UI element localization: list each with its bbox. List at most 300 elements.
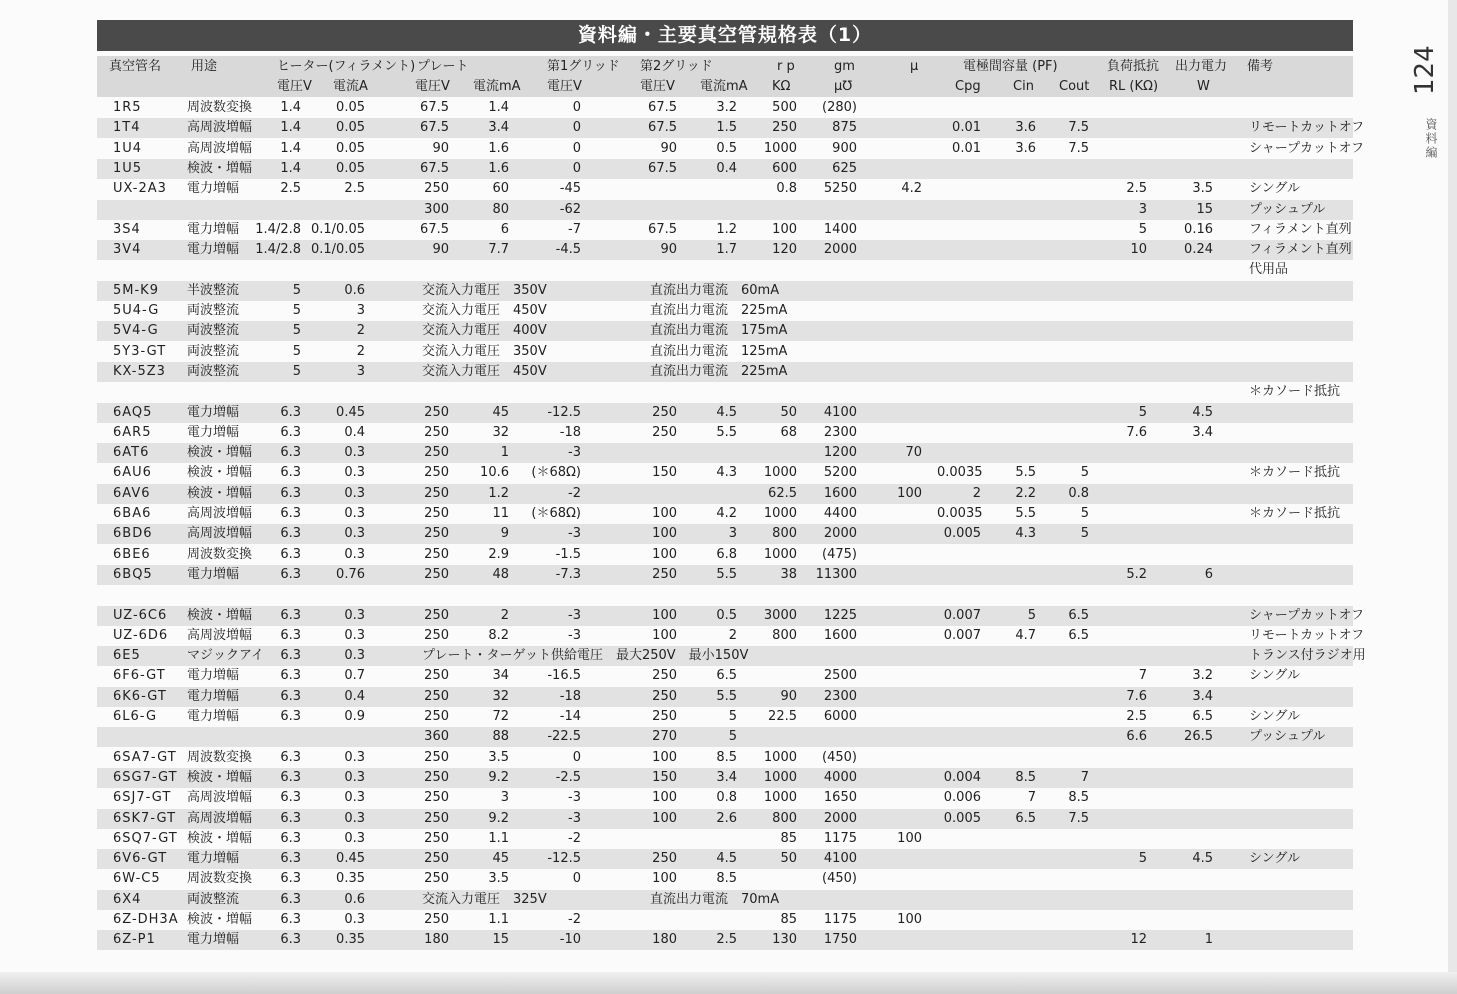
cell-name: 6Z-P1 xyxy=(113,932,156,948)
cell-pv: 250 xyxy=(424,607,449,623)
cell-g2a: 3.2 xyxy=(716,100,737,115)
cell-pa: 1.1 xyxy=(488,912,509,927)
cell-g2v: 250 xyxy=(652,709,677,724)
cell-hv: 1.4 xyxy=(280,120,301,136)
header-mu: μ xyxy=(910,59,919,74)
cell-dc: 直流出力電流 125mA xyxy=(650,343,788,359)
cell-pa: 10.6 xyxy=(480,465,509,481)
cell-rl: 7.6 xyxy=(1126,688,1147,704)
cell-ha: 0.9 xyxy=(344,709,365,724)
cell-g2v: 250 xyxy=(652,424,677,440)
cell-pv: 360 xyxy=(424,729,449,745)
cell-pa: 1.1 xyxy=(488,830,509,846)
cell-cpg: 0.005 xyxy=(943,810,981,826)
cell-use: 電力増幅 xyxy=(187,851,240,867)
cell-rl: 10 xyxy=(1130,242,1147,258)
cell-rl: 6.6 xyxy=(1126,729,1147,745)
cell-ha: 0.3 xyxy=(344,627,365,643)
cell-pa: 1.2 xyxy=(488,485,509,501)
table-row xyxy=(97,342,1353,362)
cell-g1: -3 xyxy=(568,526,581,542)
cell-pv: 250 xyxy=(424,404,449,420)
header-load: 負荷抵抗 xyxy=(1107,59,1160,74)
cell-gm: (475) xyxy=(822,546,857,562)
cell-g2a: 4.5 xyxy=(716,851,737,867)
cell-name: 6AR5 xyxy=(113,424,152,440)
cell-gm: 1200 xyxy=(823,445,857,461)
cell-g1: 0 xyxy=(572,871,581,887)
cell-g2a: 1.2 xyxy=(716,221,737,237)
cell-name: 5M-K9 xyxy=(113,282,159,298)
cell-hv: 6.3 xyxy=(280,526,301,542)
cell-g1: -2.5 xyxy=(555,769,581,785)
cell-g2v: 67.5 xyxy=(648,120,677,136)
cell-pa: 60 xyxy=(492,181,509,197)
cell-g1: -12.5 xyxy=(547,851,581,867)
cell-rp: 800 xyxy=(772,627,797,643)
cell-g1: 0 xyxy=(572,120,581,136)
cell-note: ＊カソード抵抗 xyxy=(1249,384,1341,400)
cell-rp: 1000 xyxy=(763,140,797,156)
header-cin: Cin xyxy=(1013,79,1034,94)
cell-rp: 500 xyxy=(772,100,797,115)
cell-pv: 67.5 xyxy=(420,160,449,176)
cell-ha: 2.5 xyxy=(344,181,365,197)
cell-pa: 88 xyxy=(492,729,509,745)
cell-name: 6V6-GT xyxy=(113,851,168,867)
cell-note: プッシュプル xyxy=(1249,201,1326,217)
cell-pv: 250 xyxy=(424,769,449,785)
cell-cin: 5 xyxy=(1027,607,1036,623)
cell-name: 6E5 xyxy=(113,648,141,664)
cell-g2v: 67.5 xyxy=(648,221,677,237)
cell-pa: 7.7 xyxy=(488,242,509,258)
cell-g2a: 6.8 xyxy=(716,546,737,562)
cell-use: 半波整流 xyxy=(187,282,240,298)
cell-note: フィラメント直列 xyxy=(1249,242,1352,258)
cell-gm: 4400 xyxy=(823,506,857,521)
cell-ha: 0.3 xyxy=(344,526,365,542)
header-cap: 電極間容量 (PF) xyxy=(963,59,1058,74)
cell-cin: 6.5 xyxy=(1015,810,1036,826)
cell-rp: 1000 xyxy=(763,465,797,481)
cell-g1: -7 xyxy=(568,221,581,237)
header-g2-ma: 電流mA xyxy=(700,79,748,94)
cell-w: 3.5 xyxy=(1192,181,1213,197)
cell-g2v: 180 xyxy=(652,932,677,948)
cell-g1: 0 xyxy=(572,160,581,176)
cell-gm: 4100 xyxy=(823,851,857,867)
cell-w: 3.4 xyxy=(1192,424,1213,440)
cell-ha: 0.3 xyxy=(344,810,365,826)
cell-name: 6W-C5 xyxy=(113,871,161,887)
cell-ac: 交流入力電圧 350V xyxy=(422,343,547,359)
cell-use: 高周波増幅 xyxy=(187,120,253,136)
table-row xyxy=(97,910,1353,930)
cell-g2a: 0.8 xyxy=(716,790,737,806)
cell-hv: 6.3 xyxy=(280,404,301,420)
cell-g2a: 5.5 xyxy=(716,424,737,440)
cell-g1: -18 xyxy=(559,424,581,440)
cell-name: 3S4 xyxy=(113,221,141,237)
cell-g2a: 0.4 xyxy=(716,160,737,176)
cell-cpg: 0.004 xyxy=(943,769,981,785)
cell-use: 両波整流 xyxy=(187,343,240,359)
table-row xyxy=(97,869,1353,889)
header-w: W xyxy=(1197,79,1210,94)
cell-pv: 250 xyxy=(424,465,449,481)
cell-use: 高周波増幅 xyxy=(187,526,253,542)
cell-name: 6BD6 xyxy=(113,526,153,542)
cell-pv: 180 xyxy=(424,932,449,948)
cell-ha: 0.3 xyxy=(344,506,365,521)
cell-name: 6SG7-GT xyxy=(113,769,178,785)
table-row xyxy=(97,200,1353,220)
table-row xyxy=(97,606,1365,626)
cell-g2a: 2.6 xyxy=(716,810,737,826)
table-row xyxy=(97,463,1353,483)
header-note: 備考 xyxy=(1247,59,1274,74)
cell-gm: 4100 xyxy=(823,404,857,420)
table-row xyxy=(97,281,1353,301)
cell-hv: 6.3 xyxy=(280,851,301,867)
cell-pv: 300 xyxy=(424,201,449,217)
cell-ha: 2 xyxy=(356,323,365,339)
cell-gm: 2000 xyxy=(823,810,857,826)
cell-pa: 1.4 xyxy=(488,100,509,115)
cell-rl: 5 xyxy=(1138,851,1147,867)
cell-ha: 0.7 xyxy=(344,668,365,684)
section-side-label: 資料編 xyxy=(1424,118,1438,160)
header-heater-a: 電流A xyxy=(333,79,368,94)
cell-hv: 1.4 xyxy=(280,160,301,176)
cell-g1: -10 xyxy=(559,932,581,948)
table-row xyxy=(97,626,1365,646)
cell-gm: 900 xyxy=(832,140,857,156)
cell-dc: 直流出力電流 60mA xyxy=(650,282,780,298)
cell-pv: 250 xyxy=(424,668,449,684)
cell-pv: 250 xyxy=(424,688,449,704)
cell-cpg: 2 xyxy=(972,485,981,501)
cell-rp: 250 xyxy=(772,120,797,136)
page-title: 資料編・主要真空管規格表（1） xyxy=(97,20,1353,51)
cell-note: リモートカットオフ xyxy=(1249,120,1365,136)
cell-pv: 250 xyxy=(424,485,449,501)
cell-pv: 250 xyxy=(424,810,449,826)
cell-ac: 交流入力電圧 325V xyxy=(422,891,547,907)
cell-hv: 6.3 xyxy=(280,546,301,562)
cell-hv: 1.4 xyxy=(280,140,301,156)
cell-pv: 67.5 xyxy=(420,120,449,136)
table-row xyxy=(97,930,1353,950)
table-row xyxy=(97,890,1353,910)
cell-ha: 0.4 xyxy=(344,424,365,440)
cell-ha: 0.1/0.05 xyxy=(311,221,365,237)
cell-w: 3.2 xyxy=(1192,668,1213,684)
cell-g2v: 100 xyxy=(652,607,677,623)
cell-rl: 7.6 xyxy=(1126,424,1147,440)
cell-cout: 7.5 xyxy=(1068,810,1089,826)
cell-name: 6F6-GT xyxy=(113,668,166,684)
cell-hv: 6.3 xyxy=(280,465,301,481)
cell-rl: 5 xyxy=(1138,404,1147,420)
cell-ha: 0.3 xyxy=(344,485,365,501)
cell-ac: 交流入力電圧 400V xyxy=(422,323,547,339)
cell-g1: -7.3 xyxy=(555,566,581,582)
cell-hv: 5 xyxy=(292,303,301,318)
cell-pa: 6 xyxy=(500,221,509,237)
cell-name: UZ-6D6 xyxy=(113,627,169,643)
cell-w: 6.5 xyxy=(1192,709,1213,724)
cell-use: 電力増幅 xyxy=(187,709,240,724)
cell-w: 15 xyxy=(1196,201,1213,217)
cell-g1: -3 xyxy=(568,607,581,623)
cell-use: 検波・増幅 xyxy=(187,607,253,623)
cell-ha: 3 xyxy=(356,363,365,379)
cell-use: 周波数変換 xyxy=(187,871,253,887)
cell-name: 6BQ5 xyxy=(113,566,153,582)
cell-ha: 0.3 xyxy=(344,912,365,927)
cell-cout: 8.5 xyxy=(1068,790,1089,806)
cell-rp: 100 xyxy=(772,221,797,237)
cell-cpg: 0.0035 xyxy=(937,465,983,481)
cell-ha: 0.3 xyxy=(344,749,365,765)
cell-cpg: 0.007 xyxy=(943,607,981,623)
cell-g2v: 90 xyxy=(660,242,677,258)
header-rp-unit: KΩ xyxy=(772,79,791,94)
cell-name: 6Z-DH3A xyxy=(113,912,179,927)
table-row xyxy=(97,403,1353,423)
cell-g2a: 2 xyxy=(728,627,737,643)
cell-name: 6AQ5 xyxy=(113,404,153,420)
cell-pa: 8.2 xyxy=(488,627,509,643)
cell-ha: 0.6 xyxy=(344,282,365,298)
cell-gm: 1175 xyxy=(823,830,857,846)
cell-hv: 6.3 xyxy=(280,424,301,440)
cell-g2v: 250 xyxy=(652,688,677,704)
cell-g1: (＊68Ω) xyxy=(531,465,581,481)
cell-g2v: 100 xyxy=(652,506,677,521)
cell-pv: 250 xyxy=(424,566,449,582)
cell-use: 周波数変換 xyxy=(187,546,253,562)
cell-mu: 4.2 xyxy=(901,181,922,197)
cell-name: 6SK7-GT xyxy=(113,810,177,826)
cell-hv: 6.3 xyxy=(280,566,301,582)
cell-gm: 4000 xyxy=(823,769,857,785)
cell-cout: 5 xyxy=(1080,506,1089,521)
cell-use: 検波・増幅 xyxy=(187,465,253,481)
cell-mu: 100 xyxy=(897,830,922,846)
cell-use: マジックアイ xyxy=(187,648,264,664)
cell-use: 高周波増幅 xyxy=(187,627,253,643)
cell-hv: 2.5 xyxy=(280,181,301,197)
cell-hv: 6.3 xyxy=(280,830,301,846)
cell-ha: 0.45 xyxy=(336,404,365,420)
cell-g2v: 150 xyxy=(652,465,677,481)
cell-pa: 2 xyxy=(500,607,509,623)
cell-hv: 6.3 xyxy=(280,790,301,806)
header-plate: プレート xyxy=(417,59,469,74)
cell-pa: 32 xyxy=(492,424,509,440)
cell-w: 26.5 xyxy=(1184,729,1213,745)
cell-hv: 1.4/2.8 xyxy=(255,221,301,237)
cell-rl: 5 xyxy=(1138,221,1147,237)
cell-gm: 625 xyxy=(832,160,857,176)
cell-pa: 1.6 xyxy=(488,160,509,176)
cell-gm: 2300 xyxy=(823,688,857,704)
cell-ha: 0.3 xyxy=(344,648,365,664)
cell-gm: 2300 xyxy=(823,424,857,440)
cell-rp: 600 xyxy=(772,160,797,176)
cell-note: ＊カソード抵抗 xyxy=(1249,465,1341,481)
cell-g1: -12.5 xyxy=(547,404,581,420)
cell-rp: 0.8 xyxy=(776,181,797,197)
cell-rp: 1000 xyxy=(763,790,797,806)
cell-use: 電力増幅 xyxy=(187,668,240,684)
cell-cout: 7.5 xyxy=(1068,140,1089,156)
cell-hv: 6.3 xyxy=(280,668,301,684)
cell-gm: 1600 xyxy=(823,485,857,501)
cell-ha: 0.45 xyxy=(336,851,365,867)
cell-g2v: 250 xyxy=(652,668,677,684)
table-row xyxy=(97,362,1353,382)
cell-gm: 6000 xyxy=(823,709,857,724)
table-row xyxy=(97,727,1353,747)
cell-name: 1R5 xyxy=(113,100,142,115)
cell-mu: 100 xyxy=(897,485,922,501)
cell-note: シャープカットオフ xyxy=(1249,140,1365,156)
cell-gm: 5200 xyxy=(823,465,857,481)
table-row xyxy=(97,565,1353,585)
cell-g2a: 4.2 xyxy=(716,506,737,521)
cell-g1: -3 xyxy=(568,627,581,643)
header-use: 用途 xyxy=(191,59,218,74)
cell-mu: 100 xyxy=(897,912,922,927)
cell-pa: 1 xyxy=(500,445,509,461)
cell-g2v: 100 xyxy=(652,749,677,765)
cell-rl: 2.5 xyxy=(1126,709,1147,724)
cell-name: 6X4 xyxy=(113,891,142,907)
cell-use: 検波・増幅 xyxy=(187,445,253,461)
cell-pv: 250 xyxy=(424,445,449,461)
cell-name: 6SA7-GT xyxy=(113,749,177,765)
cell-pa: 3.4 xyxy=(488,120,509,136)
cell-mu: 70 xyxy=(905,445,922,461)
cell-use: 周波数変換 xyxy=(187,100,253,115)
cell-g2a: 4.3 xyxy=(716,465,737,481)
cell-ha: 0.05 xyxy=(336,100,365,115)
cell-rl: 12 xyxy=(1130,932,1147,948)
table-row xyxy=(97,301,1353,321)
cell-pa: 1.6 xyxy=(488,140,509,156)
cell-hv: 6.3 xyxy=(280,485,301,501)
cell-note: 代用品 xyxy=(1249,262,1289,278)
cell-rl: 2.5 xyxy=(1126,181,1147,197)
cell-hv: 6.3 xyxy=(280,912,301,927)
cell-g2v: 250 xyxy=(652,566,677,582)
cell-hv: 6.3 xyxy=(280,607,301,623)
table-row xyxy=(97,585,1353,605)
cell-cout: 7 xyxy=(1080,769,1089,785)
cell-note: シングル xyxy=(1249,181,1301,197)
cell-rl: 5.2 xyxy=(1126,566,1147,582)
cell-use: 電力増幅 xyxy=(187,932,240,948)
cell-name: 6AT6 xyxy=(113,445,150,461)
cell-rp: 85 xyxy=(780,912,797,927)
cell-pa: 72 xyxy=(492,709,509,724)
cell-ha: 0.3 xyxy=(344,790,365,806)
cell-ha: 0.1/0.05 xyxy=(311,242,365,258)
cell-pv: 90 xyxy=(432,140,449,156)
cell-g2a: 8.5 xyxy=(716,871,737,887)
cell-w: 0.16 xyxy=(1184,221,1213,237)
cell-rp: 1000 xyxy=(763,506,797,521)
cell-g2v: 67.5 xyxy=(648,160,677,176)
cell-cpg: 0.007 xyxy=(943,627,981,643)
cell-cpg: 0.006 xyxy=(943,790,981,806)
cell-name: 6SJ7-GT xyxy=(113,790,172,806)
cell-use: 両波整流 xyxy=(187,323,240,339)
cell-gm: 1175 xyxy=(823,912,857,927)
cell-ha: 0.05 xyxy=(336,120,365,136)
header-heater-v: 電圧V xyxy=(277,79,312,94)
cell-pv: 250 xyxy=(424,790,449,806)
table-row xyxy=(97,809,1353,829)
cell-use: 電力増幅 xyxy=(187,688,240,704)
cell-g2a: 5.5 xyxy=(716,688,737,704)
cell-hv: 6.3 xyxy=(280,769,301,785)
cell-use: 検波・増幅 xyxy=(187,912,253,927)
cell-cin: 8.5 xyxy=(1015,769,1036,785)
cell-pv: 250 xyxy=(424,627,449,643)
cell-cin: 5.5 xyxy=(1015,465,1036,481)
cell-rp: 120 xyxy=(772,242,797,258)
cell-pv: 250 xyxy=(424,506,449,521)
page-edge xyxy=(1448,0,1457,994)
cell-name: 6L6-G xyxy=(113,709,158,724)
cell-note: シングル xyxy=(1249,851,1301,867)
cell-pa: 45 xyxy=(492,404,509,420)
cell-pa: 9 xyxy=(500,526,509,542)
cell-pa: 3.5 xyxy=(488,749,509,765)
cell-pv: 67.5 xyxy=(420,221,449,237)
table-row xyxy=(97,159,1353,179)
cell-cpg: 0.005 xyxy=(943,526,981,542)
cell-g1: -3 xyxy=(568,810,581,826)
cell-name: 6BE6 xyxy=(113,546,151,562)
header-cout: Cout xyxy=(1059,79,1090,94)
cell-w: 6 xyxy=(1204,566,1213,582)
cell-hv: 6.3 xyxy=(280,648,301,664)
cell-gm: 1400 xyxy=(823,221,857,237)
cell-use: 高周波増幅 xyxy=(187,790,253,806)
cell-pv: 250 xyxy=(424,749,449,765)
cell-pa: 2.9 xyxy=(488,546,509,562)
cell-g2a: 1.7 xyxy=(716,242,737,258)
cell-g1: -45 xyxy=(559,181,581,197)
cell-rp: 62.5 xyxy=(768,485,797,501)
cell-cin: 2.2 xyxy=(1015,485,1036,501)
cell-cout: 0.8 xyxy=(1068,485,1089,501)
header-rl: RL (KΩ) xyxy=(1109,79,1159,94)
cell-g1: -4.5 xyxy=(555,242,581,258)
cell-dc: 直流出力電流 225mA xyxy=(650,303,788,318)
table-header-row-1 xyxy=(97,56,1353,77)
cell-ha: 0.05 xyxy=(336,140,365,156)
cell-pv: 250 xyxy=(424,424,449,440)
cell-g2a: 0.5 xyxy=(716,140,737,156)
cell-rl: 7 xyxy=(1138,668,1147,684)
